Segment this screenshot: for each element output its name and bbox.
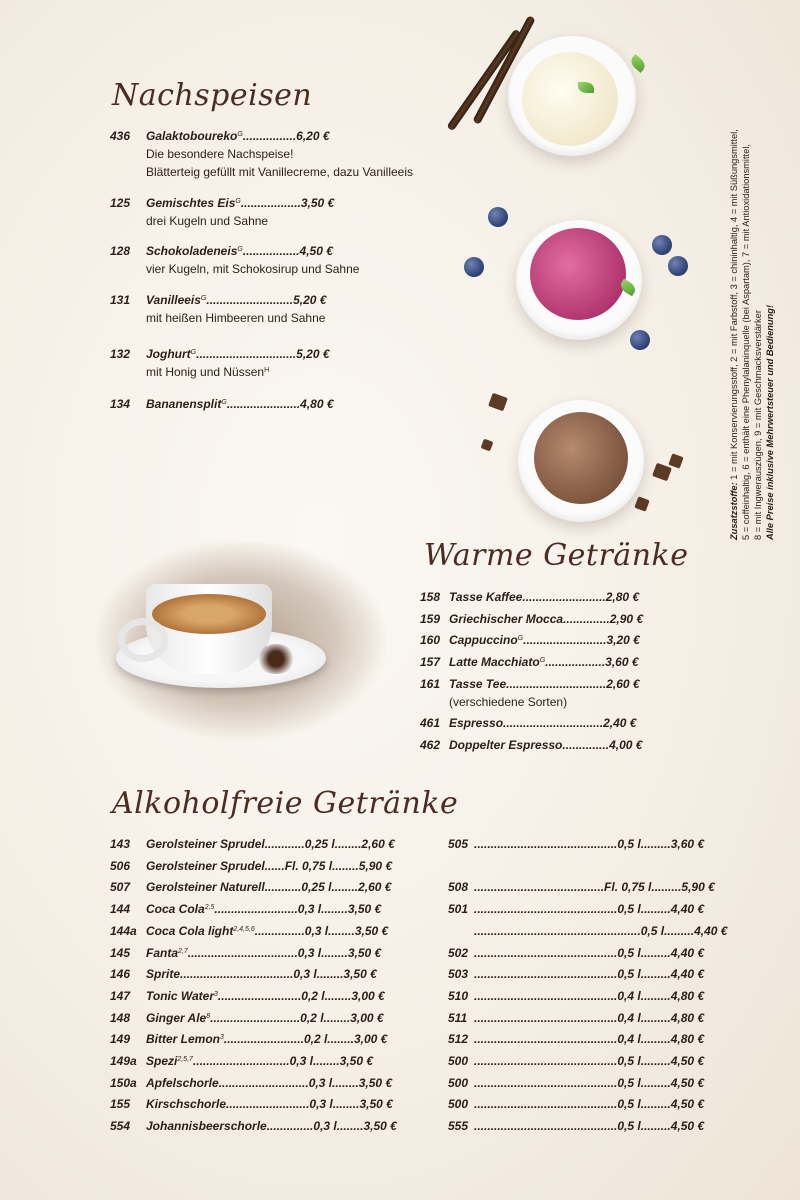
dot-leader: ........................................... xyxy=(474,1097,618,1111)
dot-leader: ........................................... xyxy=(474,837,618,851)
menu-item-price: 2,60 € xyxy=(358,880,392,894)
menu-item-volume: 0,3 l xyxy=(308,1076,333,1090)
menu-item-price: 4,50 € xyxy=(670,1119,705,1133)
menu-item-name: Kirschschorle xyxy=(146,1097,227,1111)
menu-item-number: 131 xyxy=(110,293,131,307)
dot-leader: ......................... xyxy=(226,1097,310,1111)
menu-item-number: 148 xyxy=(110,1011,131,1025)
menu-item-name-line xyxy=(146,1010,384,1026)
dot-leader: ........................... xyxy=(210,1011,301,1025)
menu-item-price: 3,60 € xyxy=(670,837,705,851)
dot-leader: ......... xyxy=(640,967,671,981)
menu-item-number: 147 xyxy=(110,989,131,1003)
menu-item-price: 3,50 € xyxy=(354,924,389,938)
menu-item-volume: 0,5 l xyxy=(617,902,641,916)
dot-leader: ......... xyxy=(640,989,671,1003)
menu-item-price: 4,00 € xyxy=(609,738,643,752)
dot-leader: ....................................... xyxy=(474,880,605,894)
menu-item-price: 6,20 € xyxy=(296,129,330,143)
dot-leader: ........ xyxy=(332,1076,359,1090)
menu-item-volume: 0,5 l xyxy=(617,946,641,960)
menu-item-number: 161 xyxy=(420,677,441,691)
menu-item-volume: 0,25 l xyxy=(301,880,332,894)
allergen-marker: G xyxy=(200,295,207,302)
section-title-alkoholfreie-getraenke: Alkoholfreie Getränke xyxy=(112,786,459,821)
menu-item-price: 5,90 € xyxy=(358,859,393,873)
menu-item-number: 149 xyxy=(110,1032,131,1046)
menu-item-price: 4,50 € xyxy=(299,244,333,258)
menu-item-price: 4,80 € xyxy=(670,1011,705,1025)
dot-leader: .................. xyxy=(240,196,301,210)
menu-item-name-line xyxy=(449,632,640,648)
coffee-cup-image xyxy=(96,540,386,740)
menu-item-price: 3,00 € xyxy=(350,1011,384,1025)
allergen-marker: G xyxy=(539,657,546,664)
menu-item-number: 132 xyxy=(110,347,131,361)
dot-leader: ......... xyxy=(640,1054,671,1068)
menu-item-number: 155 xyxy=(110,1097,131,1111)
menu-item-name-line xyxy=(449,654,639,670)
menu-item-price: 5,20 € xyxy=(296,347,330,361)
menu-item-name-line xyxy=(449,611,643,627)
dot-leader: .......................... xyxy=(206,293,294,307)
menu-item-volume: 0,2 l xyxy=(301,989,325,1003)
menu-item-number: 144 xyxy=(110,902,131,916)
allergen-marker: 2,7 xyxy=(178,948,188,955)
menu-item-volume: 0,3 l xyxy=(304,924,329,938)
dot-leader: ........................ xyxy=(223,1032,304,1046)
dot-leader: ........ xyxy=(324,989,352,1003)
menu-item-name: Bananensplit xyxy=(146,397,222,411)
dot-leader: ................ xyxy=(242,129,297,143)
menu-item-name: Doppelter Espresso xyxy=(449,738,563,752)
dot-leader: ......... xyxy=(640,1032,671,1046)
description-text: mit heißen Himbeeren und Sahne xyxy=(146,311,326,325)
allergen-marker: H xyxy=(264,367,270,374)
menu-item-number: 143 xyxy=(110,837,131,851)
menu-item-number: 159 xyxy=(420,612,441,626)
menu-item-name-line xyxy=(449,715,636,731)
footnote-prices-note: Alle Preise inklusive Mehrwertsteuer und Bedienung! xyxy=(765,304,775,540)
menu-item-volume: 0,5 l xyxy=(617,1097,641,1111)
menu-item-number: 500 xyxy=(448,1076,469,1090)
menu-item-price: 3,50 € xyxy=(343,967,377,981)
menu-item-price: 4,80 € xyxy=(670,1032,705,1046)
dot-leader: ........................................... xyxy=(474,1119,618,1133)
dot-leader: .............. xyxy=(266,1119,314,1133)
dot-leader: ......... xyxy=(664,924,695,938)
dot-leader: ............... xyxy=(254,924,305,938)
menu-item-name-line xyxy=(474,1031,728,1047)
menu-item-name: Espresso xyxy=(449,716,504,730)
allergen-marker: 2,5 xyxy=(204,904,215,911)
menu-item-price: 4,40 € xyxy=(670,946,705,960)
menu-item-price: 2,90 € xyxy=(609,612,644,626)
menu-item-number: 146 xyxy=(110,967,131,981)
dot-leader: .................. xyxy=(545,655,606,669)
dot-leader: ......... xyxy=(651,880,682,894)
menu-item-price: 2,60 € xyxy=(606,677,640,691)
menu-item-volume: 0,3 l xyxy=(297,902,322,916)
dot-leader: ........................................... xyxy=(474,1032,618,1046)
menu-item-volume: 0,3 l xyxy=(309,1097,333,1111)
dot-leader: ...................... xyxy=(226,397,301,411)
menu-item-name-line xyxy=(146,195,334,211)
menu-item-description xyxy=(146,213,268,229)
menu-item-price: 3,50 € xyxy=(347,946,382,960)
menu-item-name: Galaktoboureko xyxy=(146,129,238,143)
menu-item-volume: 0,5 l xyxy=(640,924,665,938)
menu-item-name: Coca Cola xyxy=(146,902,205,916)
menu-item-name: Spezi xyxy=(146,1054,178,1068)
menu-item-volume: 0,4 l xyxy=(617,989,641,1003)
menu-item-name-line xyxy=(146,128,330,144)
menu-item-price: 3,00 € xyxy=(351,989,385,1003)
footnote-line-3: 8 = mit Ingwerauszügen, 9 = mit Geschmacksverstärker xyxy=(753,310,763,540)
menu-item-name-line xyxy=(474,966,728,982)
description-text: vier Kugeln, mit Schokosirup und Sahne xyxy=(146,262,360,276)
menu-item-name-line xyxy=(449,676,640,692)
section-title-warme-getraenke: Warme Getränke xyxy=(424,538,689,573)
menu-item-number: 502 xyxy=(448,946,469,960)
dot-leader: .............. xyxy=(563,612,610,626)
menu-item-number: 503 xyxy=(448,967,469,981)
menu-item-volume: 0,2 l xyxy=(303,1032,328,1046)
dot-leader: ........................................... xyxy=(474,1054,618,1068)
menu-item-name-line xyxy=(474,1118,728,1134)
menu-item-price: 4,40 € xyxy=(670,967,705,981)
dot-leader: ......................... xyxy=(214,902,298,916)
menu-item-description xyxy=(146,146,293,162)
dot-leader: ............................. xyxy=(192,1054,290,1068)
menu-item-volume: 0,5 l xyxy=(617,1054,641,1068)
allergen-marker: G xyxy=(517,635,524,642)
dot-leader: ........ xyxy=(328,924,355,938)
dot-leader: ......................... xyxy=(217,989,302,1003)
description-text: Die besondere Nachspeise! xyxy=(146,147,294,161)
allergen-marker: 3 xyxy=(214,991,218,998)
dot-leader: ........ xyxy=(327,1032,354,1046)
menu-item-name: Latte Macchiato xyxy=(449,655,540,669)
menu-item-number: 145 xyxy=(110,946,131,960)
menu-item-name: Bitter Lemon xyxy=(146,1032,221,1046)
dot-leader: ......................... xyxy=(522,590,606,604)
menu-item-name-line xyxy=(474,923,728,939)
menu-item-number: 500 xyxy=(448,1054,469,1068)
menu-item-name-line xyxy=(474,1010,728,1026)
allergen-marker: G xyxy=(235,198,241,205)
dot-leader: ........ xyxy=(336,1119,364,1133)
menu-item-volume: 0,3 l xyxy=(297,946,322,960)
menu-item-name: Coca Cola light xyxy=(146,924,234,938)
menu-item-name-line xyxy=(474,836,728,852)
description-text: mit Honig und Nüssen xyxy=(146,365,265,379)
menu-item-name: Sprite xyxy=(146,967,181,981)
menu-item-note: (verschiedene Sorten) xyxy=(449,695,568,709)
dot-leader: ........................................... xyxy=(474,902,618,916)
menu-item-name: Apfelschorle xyxy=(146,1076,219,1090)
dot-leader: .............................. xyxy=(503,716,604,730)
menu-item-price: 4,40 € xyxy=(670,902,705,916)
menu-item-number: 506 xyxy=(110,859,131,873)
menu-item-price: 4,50 € xyxy=(670,1097,705,1111)
menu-item-price: 3,00 € xyxy=(353,1032,388,1046)
menu-item-volume: Fl. 0,75 l xyxy=(284,859,333,873)
menu-item-name: Gerolsteiner Naturell xyxy=(146,880,265,894)
menu-item-volume: 0,25 l xyxy=(304,837,335,851)
menu-item-name-line xyxy=(146,396,334,412)
dot-leader: ......... xyxy=(640,902,671,916)
dot-leader: .............................. xyxy=(196,347,297,361)
menu-item-name-line xyxy=(146,1075,392,1091)
menu-item-number: 501 xyxy=(448,902,469,916)
menu-item-name-line xyxy=(474,1096,728,1112)
menu-item-volume: 0,3 l xyxy=(289,1054,313,1068)
description-text: Blätterteig gefüllt mit Vanillecreme, dazu Vanilleeis xyxy=(146,165,414,179)
menu-item-name-line xyxy=(146,966,377,982)
menu-item-price: 2,80 € xyxy=(605,590,640,604)
menu-item-name-line xyxy=(146,1031,387,1047)
menu-item-volume: 0,5 l xyxy=(617,967,641,981)
menu-item-name: Tasse Tee xyxy=(449,677,507,691)
menu-item-volume: 0,3 l xyxy=(313,1119,337,1133)
menu-item-name: Cappuccino xyxy=(449,633,518,647)
menu-item-volume: Fl. 0,75 l xyxy=(604,880,652,894)
menu-item-name-line xyxy=(146,988,385,1004)
dot-leader: .................................. xyxy=(180,967,294,981)
menu-item-number: 125 xyxy=(110,196,131,210)
allergen-marker: G xyxy=(190,349,197,356)
menu-item-price: 3,50 € xyxy=(358,1076,393,1090)
menu-item-number: 554 xyxy=(110,1119,131,1133)
dot-leader: ......................... xyxy=(523,633,607,647)
menu-item-number: 134 xyxy=(110,397,131,411)
menu-item-name: Tonic Water xyxy=(146,989,215,1003)
menu-item-volume: 0,4 l xyxy=(617,1032,641,1046)
menu-item-volume: 0,3 l xyxy=(293,967,317,981)
menu-item-number: 505 xyxy=(448,837,469,851)
menu-item-name: Gerolsteiner Sprudel xyxy=(146,837,265,851)
menu-item-name: Ginger Ale xyxy=(146,1011,207,1025)
menu-item-name-line xyxy=(146,901,381,917)
menu-item-number: 507 xyxy=(110,880,131,894)
allergen-marker: 8 xyxy=(206,1013,211,1020)
menu-item-name-line xyxy=(146,292,326,308)
menu-item-description xyxy=(146,261,359,277)
menu-item-number: 158 xyxy=(420,590,441,604)
menu-item-price: 4,50 € xyxy=(670,1054,705,1068)
menu-item-description xyxy=(146,364,269,380)
allergen-marker: G xyxy=(237,131,243,138)
dot-leader: ........ xyxy=(332,1097,360,1111)
menu-item-price: 4,80 € xyxy=(300,397,334,411)
menu-item-name: Tasse Kaffee xyxy=(449,590,523,604)
menu-item-price: 4,50 € xyxy=(670,1076,705,1090)
menu-item-name-line xyxy=(146,836,395,852)
dot-leader: ........................................... xyxy=(474,946,618,960)
menu-item-name-line xyxy=(146,1118,397,1134)
menu-item-price: 2,60 € xyxy=(361,837,395,851)
menu-item-number: 436 xyxy=(110,129,131,143)
dot-leader: .................................................. xyxy=(474,924,641,938)
footnote-additives xyxy=(728,70,776,540)
menu-item-number: 462 xyxy=(420,738,441,752)
menu-item-name: Griechischer Mocca xyxy=(449,612,564,626)
menu-item-name-line xyxy=(474,1053,728,1069)
menu-item-price: 3,50 € xyxy=(347,902,382,916)
dot-leader: ................................. xyxy=(187,946,298,960)
menu-item-name: Joghurt xyxy=(146,347,191,361)
allergen-marker: 2,4,5,6 xyxy=(233,926,255,933)
menu-item-price: 3,50 € xyxy=(363,1119,397,1133)
menu-item-name: Schokoladeneis xyxy=(146,244,238,258)
menu-item-name-line xyxy=(146,1096,393,1112)
menu-item-name-line xyxy=(146,879,391,895)
menu-item-name-line xyxy=(146,346,330,362)
menu-item-name-line xyxy=(146,1053,373,1069)
menu-item-name: Gerolsteiner Sprudel xyxy=(146,859,265,873)
menu-item-number: 510 xyxy=(448,989,469,1003)
menu-item-name-line xyxy=(474,988,728,1004)
menu-item-volume: 0,5 l xyxy=(617,837,641,851)
menu-item-price: 3,50 € xyxy=(339,1054,374,1068)
dot-leader: ........................................... xyxy=(474,1011,618,1025)
allergen-marker: 3 xyxy=(220,1034,224,1041)
menu-item-name-line xyxy=(146,243,333,259)
menu-item-name-line xyxy=(146,923,388,939)
dot-leader: ......... xyxy=(640,1119,671,1133)
menu-item-price: 2,40 € xyxy=(603,716,637,730)
dot-leader: ......... xyxy=(640,946,671,960)
dot-leader: .............. xyxy=(562,738,610,752)
menu-item-volume: 0,2 l xyxy=(300,1011,324,1025)
menu-item-volume: 0,4 l xyxy=(617,1011,641,1025)
dot-leader: ................. xyxy=(242,244,300,258)
footnote-line-2: 5 = coffeinhaltig, 6 = enthält eine Phenylalaninquelle (bei Aspartam), 7 = mit Antioxidationsmittel, xyxy=(741,144,751,540)
menu-item-name-line xyxy=(474,901,728,917)
dot-leader: .............................. xyxy=(506,677,607,691)
menu-item-name: Fanta xyxy=(146,946,179,960)
menu-item-number: 555 xyxy=(448,1119,469,1133)
menu-item-name: Johannisbeerschorle xyxy=(146,1119,267,1133)
menu-item-number: 461 xyxy=(420,716,441,730)
dot-leader: ...... xyxy=(264,859,285,873)
menu-item-number: 149a xyxy=(110,1054,137,1068)
menu-item-name-line xyxy=(146,858,392,874)
dot-leader: ........................................... xyxy=(474,967,618,981)
dot-leader: ......... xyxy=(640,837,671,851)
dot-leader: ........ xyxy=(323,1011,351,1025)
allergen-marker: G xyxy=(221,399,227,406)
menu-item-name-line xyxy=(449,737,642,753)
menu-item-number: 508 xyxy=(448,880,469,894)
menu-item-number: 160 xyxy=(420,633,441,647)
menu-item-name-line xyxy=(474,1075,728,1091)
dot-leader: ......... xyxy=(640,1097,671,1111)
allergen-marker: G xyxy=(237,246,243,253)
menu-item-name-line xyxy=(474,945,728,961)
dot-leader: ........................................... xyxy=(474,1076,618,1090)
menu-item-name: Gemischtes Eis xyxy=(146,196,236,210)
section-title-nachspeisen: Nachspeisen xyxy=(112,78,313,113)
dot-leader: ......... xyxy=(640,1076,671,1090)
dot-leader: ........ xyxy=(331,880,359,894)
menu-item-number: 150a xyxy=(110,1076,137,1090)
menu-item-price: 5,90 € xyxy=(681,880,715,894)
menu-item-number: 157 xyxy=(420,655,441,669)
menu-item-price: 3,20 € xyxy=(606,633,640,647)
allergen-marker: 2,5,7 xyxy=(177,1056,193,1063)
menu-item-number: 128 xyxy=(110,244,131,258)
dot-leader: ........ xyxy=(321,902,348,916)
menu-item-name-line xyxy=(449,589,639,605)
menu-item-number: 144a xyxy=(110,924,137,938)
menu-item-description xyxy=(146,310,325,326)
dot-leader: ........................... xyxy=(218,1076,309,1090)
dot-leader: ......... xyxy=(640,1011,671,1025)
menu-item-price: 3,50 € xyxy=(300,196,335,210)
menu-item-price: 3,50 € xyxy=(359,1097,393,1111)
menu-item-volume: 0,5 l xyxy=(617,1119,641,1133)
description-text: drei Kugeln und Sahne xyxy=(146,214,269,228)
menu-item-price: 5,20 € xyxy=(293,293,327,307)
menu-item-number: 512 xyxy=(448,1032,469,1046)
dot-leader: ........................................... xyxy=(474,989,618,1003)
dot-leader: ........ xyxy=(332,859,359,873)
dot-leader: ........ xyxy=(334,837,362,851)
menu-item-description xyxy=(146,164,413,180)
dot-leader: ........ xyxy=(316,967,344,981)
menu-item-name: Vanilleeis xyxy=(146,293,201,307)
menu-item-number: 500 xyxy=(448,1097,469,1111)
dot-leader: ........ xyxy=(312,1054,340,1068)
footnote-label: Zusatzstoffe: xyxy=(729,482,739,540)
menu-item-price: 4,40 € xyxy=(694,924,728,938)
menu-item-name-line xyxy=(146,945,381,961)
dot-leader: ............ xyxy=(264,837,305,851)
dot-leader: ........... xyxy=(264,880,302,894)
menu-item-price: 3,60 € xyxy=(605,655,639,669)
footnote-line-1: 1 = mit Konservierungsstoff, 2 = mit Farbstoff, 3 = chininhaltig, 4 = mit Süßungsmittel, xyxy=(729,129,739,483)
menu-item-price: 4,80 € xyxy=(670,989,705,1003)
menu-item-number: 511 xyxy=(448,1011,468,1025)
dot-leader: ........ xyxy=(321,946,348,960)
menu-item-name-line xyxy=(474,879,728,895)
menu-item-volume: 0,5 l xyxy=(617,1076,641,1090)
